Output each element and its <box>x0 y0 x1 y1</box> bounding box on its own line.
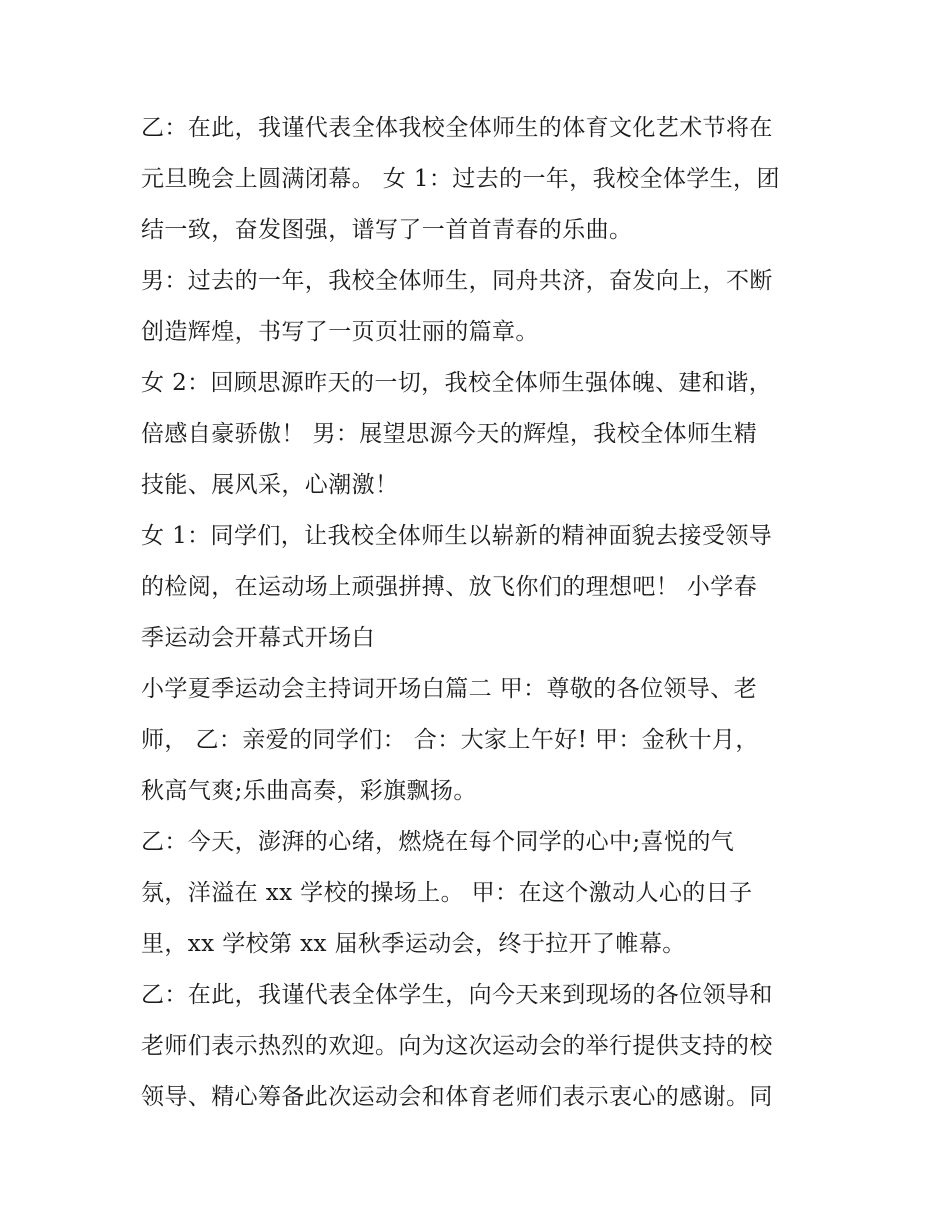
text-line: 乙：在此，我谨代表全体学生，向今天来到现场的各位领导和 <box>141 982 773 1008</box>
text-line: 师， 乙：亲爱的同学们： 合：大家上午好! 甲：金秋十月， <box>141 727 759 753</box>
text-line: 里，xx 学校第 xx 届秋季运动会，终于拉开了帷幕。 <box>141 931 686 957</box>
text-line: 老师们表示热烈的欢迎。向为这次运动会的举行提供支持的校 <box>141 1033 773 1059</box>
text-line: 小学夏季运动会主持词开场白篇二 甲：尊敬的各位领导、老 <box>141 676 758 702</box>
text-line: 秋高气爽;乐曲高奏，彩旗飘扬。 <box>141 778 477 804</box>
text-line: 季运动会开幕式开场白 <box>141 625 375 651</box>
text-line: 倍感自豪骄傲！ 男：展望思源今天的辉煌，我校全体师生精 <box>141 421 758 447</box>
text-line: 元旦晚会上圆满闭幕。 女 1：过去的一年，我校全体学生，团 <box>141 166 780 192</box>
text-line: 创造辉煌，书写了一页页壮丽的篇章。 <box>141 319 539 345</box>
text-line: 技能、展风采，心潮激！ <box>141 472 399 498</box>
text-line: 女 2：回顾思源昨天的一切，我校全体师生强体魄、建和谐， <box>141 370 773 396</box>
text-line: 男：过去的一年，我校全体师生，同舟共济，奋发向上，不断 <box>141 268 773 294</box>
text-line: 女 1：同学们，让我校全体师生以崭新的精神面貌去接受领导 <box>141 523 773 549</box>
text-line: 领导、精心筹备此次运动会和体育老师们表示衷心的感谢。同 <box>141 1084 773 1110</box>
text-line: 乙：在此，我谨代表全体我校全体师生的体育文化艺术节将在 <box>141 115 773 141</box>
text-line: 乙：今天，澎湃的心绪，燃烧在每个同学的心中;喜悦的气 <box>141 829 735 855</box>
text-line: 结一致，奋发图强，谱写了一首首青春的乐曲。 <box>141 217 633 243</box>
text-line: 氛，洋溢在 xx 学校的操场上。 甲：在这个激动人心的日子 <box>141 880 753 906</box>
text-line: 的检阅，在运动场上顽强拼搏、放飞你们的理想吧！ 小学春 <box>141 574 758 600</box>
document-body <box>141 103 821 1123</box>
